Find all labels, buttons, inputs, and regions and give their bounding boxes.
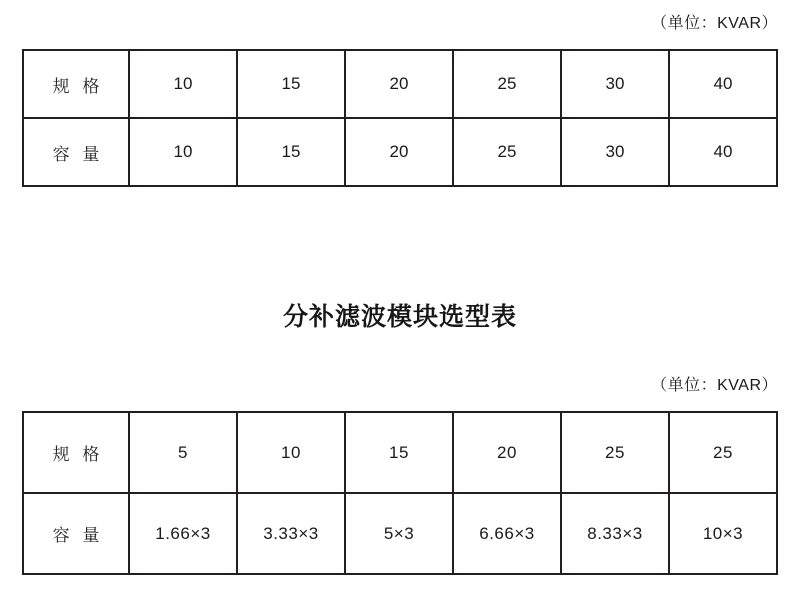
table-cell: 20 <box>453 412 561 493</box>
table-cell: 15 <box>237 118 345 186</box>
page-title: 分补滤波模块选型表 <box>282 303 517 331</box>
table-cell: 15 <box>237 50 345 118</box>
table-cell: 25 <box>453 118 561 186</box>
table-row <box>23 493 777 574</box>
table-cell: 5×3 <box>345 493 453 574</box>
capacity-table-section-top <box>0 0 800 187</box>
capacity-table-bottom <box>22 411 778 575</box>
table-cell: 10 <box>237 412 345 493</box>
table-cell: 20 <box>345 50 453 118</box>
table-cell: 40 <box>669 118 777 186</box>
table-cell: 40 <box>669 50 777 118</box>
table-cell: 3.33×3 <box>237 493 345 574</box>
table-row <box>23 50 777 118</box>
table-cell: 1.66×3 <box>129 493 237 574</box>
unit-note-top: （单位：KVAR） <box>651 15 778 32</box>
table-cell: 30 <box>561 118 669 186</box>
table-cell: 30 <box>561 50 669 118</box>
table-cell: 25 <box>669 412 777 493</box>
table-cell: 10 <box>129 118 237 186</box>
table-cell: 25 <box>453 50 561 118</box>
row-label: 容 量 <box>23 118 129 186</box>
row-label: 规 格 <box>23 50 129 118</box>
row-label: 规 格 <box>23 412 129 493</box>
table-cell: 5 <box>129 412 237 493</box>
table-cell: 10 <box>129 50 237 118</box>
table-cell: 15 <box>345 412 453 493</box>
table-cell: 8.33×3 <box>561 493 669 574</box>
row-label: 容 量 <box>23 493 129 574</box>
table-cell: 20 <box>345 118 453 186</box>
table-cell: 25 <box>561 412 669 493</box>
table-row <box>23 118 777 186</box>
table-cell: 6.66×3 <box>453 493 561 574</box>
capacity-table-top <box>22 49 778 187</box>
table-cell: 10×3 <box>669 493 777 574</box>
table-row <box>23 412 777 493</box>
unit-note-bottom: （单位：KVAR） <box>651 377 778 394</box>
capacity-table-section-bottom <box>0 372 800 575</box>
